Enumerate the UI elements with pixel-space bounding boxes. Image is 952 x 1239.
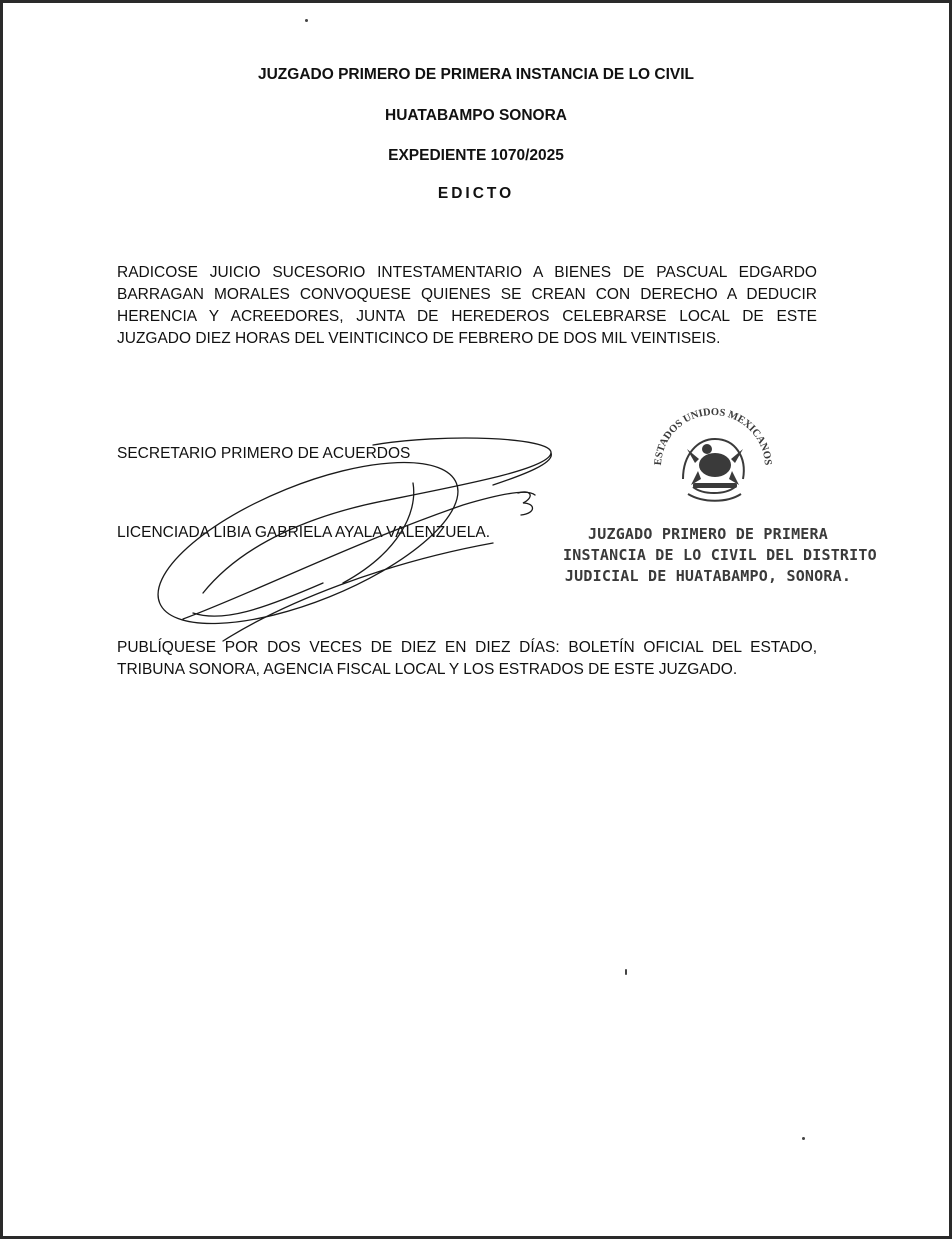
stamp-line: INSTANCIA DE LO CIVIL DEL DISTRITO — [563, 546, 877, 564]
main-paragraph: RADICOSE JUICIO SUCESORIO INTESTAMENTARIO A BIENES DE PASCUAL EDGARDO BARRAGAN MORALES CONVOQUESE QUIENES SE CREAN CON DERECHO A DEDUCIR HERENCIA Y ACREEDORES, JUNTA DE HEREDEROS CELEBRARSE LOCAL DE ESTE JUZGADO DIEZ HORAS DEL VEINTICINCO DE FEBRERO DE DOS MIL VEINTISEIS. — [117, 264, 817, 347]
court-name: JUZGADO PRIMERO DE PRIMERA INSTANCIA DE LO CIVIL — [257, 66, 695, 83]
document-title: EDICTO — [437, 185, 515, 202]
scan-speck — [625, 969, 627, 975]
secretary-title: SECRETARIO PRIMERO DE ACUERDOS — [117, 445, 411, 462]
publish-paragraph: PUBLÍQUESE POR DOS VECES DE DIEZ EN DIEZ DÍAS: BOLETÍN OFICIAL DEL ESTADO, TRIBUNA SONORA, AGENCIA FISCAL LOCAL Y LOS ESTRADOS DE ESTE JUZGADO. — [117, 639, 817, 678]
seal-text: ESTADOS UNIDOS MEXICANOS — [652, 406, 774, 466]
coat-of-arms-seal — [643, 399, 783, 519]
file-number: EXPEDIENTE 1070/2025 — [388, 147, 564, 164]
scan-speck — [305, 19, 308, 22]
secretary-name: LICENCIADA LIBIA GABRIELA AYALA VALENZUELA. — [117, 524, 491, 541]
stamp-line: JUZGADO PRIMERO DE PRIMERA — [588, 525, 828, 543]
handwritten-signature — [163, 423, 583, 673]
stamp-line: JUDICIAL DE HUATABAMPO, SONORA. — [564, 567, 852, 585]
city-name: HUATABAMPO SONORA — [385, 107, 567, 124]
scan-speck — [802, 1137, 805, 1140]
